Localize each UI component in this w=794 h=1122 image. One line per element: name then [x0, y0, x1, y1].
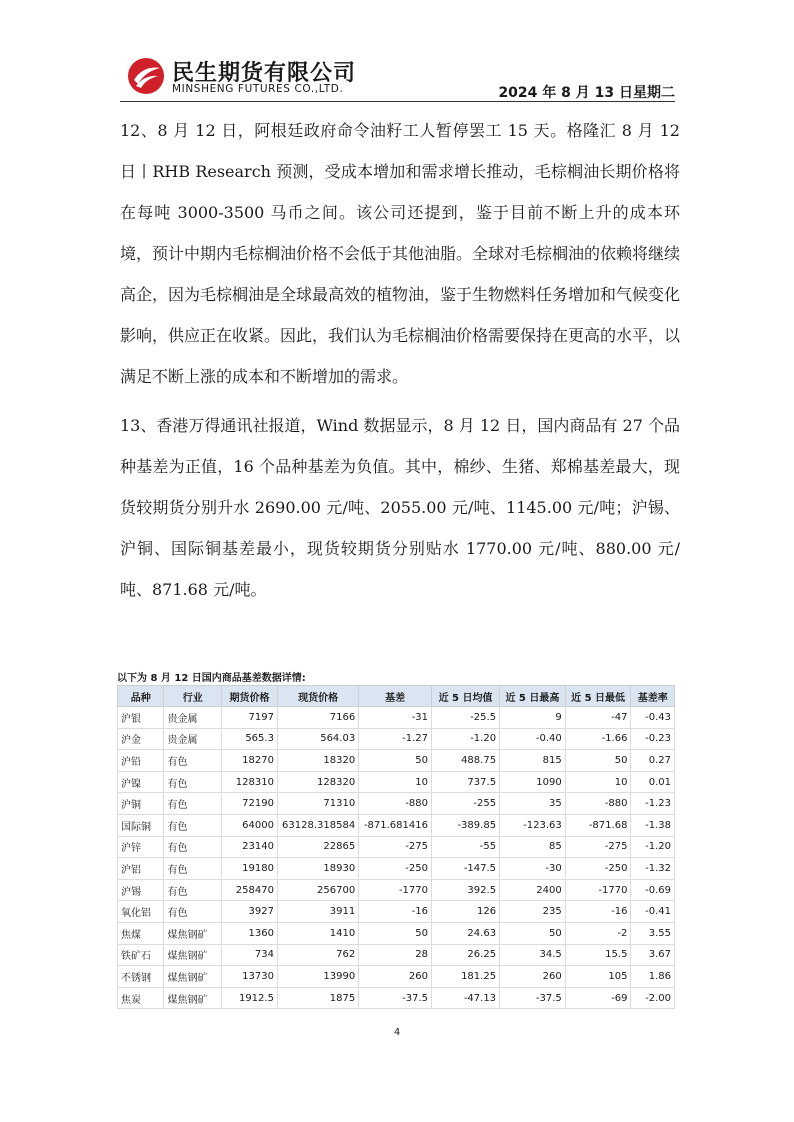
table-cell: -275 [565, 836, 631, 858]
header-divider [120, 101, 675, 102]
table-cell: 1875 [277, 987, 358, 1009]
table-cell: 23140 [222, 836, 278, 858]
table-cell: 2400 [500, 879, 566, 901]
news-item-13: 13、香港万得通讯社报道，Wind 数据显示，8 月 12 日，国内商品有 27 个品种基差为正值，16 个品种基差为负值。其中，棉纱、生猪、郑棉基差最大，现货较期货分别升水 2690.00 元/吨、2055.00 元/吨、1145.00 元/吨；沪锡、沪铜、国际铜基差最小，现货较期货分别贴水 1770.00 元/吨、880.00 元/吨、871.68 元/吨。 [120, 416, 680, 599]
table-cell: 13990 [277, 966, 358, 988]
table-cell: 71310 [277, 793, 358, 815]
table-cell: 1090 [500, 771, 566, 793]
news-item-12: 12、8 月 12 日，阿根廷政府命令油籽工人暂停罢工 15 天。格隆汇 8 月 12 日丨RHB Research 预测，受成本增加和需求增长推动，毛棕榈油长期价格将在每吨 3000-3500 马币之间。该公司还提到，鉴于目前不断上升的成本环境，预计中期内毛棕榈油价格不会低于其他油脂。全球对毛棕榈油的依赖将继续高企，因为毛棕榈油是全球最高效的植物油，鉴于生物燃料任务增加和气候变化影响，供应正在收紧。因此，我们认为毛棕榈油价格需要保持在更高的水平，以满足不断上涨的成本和不断增加的需求。 [120, 121, 681, 386]
table-cell: 10 [565, 771, 631, 793]
table-cell: 贵金属 [164, 707, 222, 729]
table-cell: -0.40 [500, 728, 566, 750]
table-cell: 488.75 [432, 750, 500, 772]
table-cell: 1912.5 [222, 987, 278, 1009]
table-cell: 10 [359, 771, 432, 793]
table-row [118, 750, 675, 772]
table-cell: 沪金 [118, 728, 164, 750]
table-cell: -0.69 [631, 879, 675, 901]
table-cell: 258470 [222, 879, 278, 901]
table-cell: 有色 [164, 814, 222, 836]
table-cell: 64000 [222, 814, 278, 836]
table-cell: 有色 [164, 879, 222, 901]
table-cell: -47 [565, 707, 631, 729]
table-cell: 762 [277, 944, 358, 966]
table-cell: 焦煤 [118, 922, 164, 944]
table-cell: 沪锡 [118, 879, 164, 901]
table-cell: -2.00 [631, 987, 675, 1009]
table-cell: 50 [565, 750, 631, 772]
table-cell: 18270 [222, 750, 278, 772]
table-cell: 815 [500, 750, 566, 772]
column-header: 基差率 [631, 686, 675, 707]
table-cell: -250 [359, 858, 432, 880]
table-cell: -30 [500, 858, 566, 880]
column-header: 品种 [118, 686, 164, 707]
table-cell: -16 [565, 901, 631, 923]
table-cell: 105 [565, 966, 631, 988]
table-cell: -1770 [359, 879, 432, 901]
column-header: 近 5 日最高 [500, 686, 566, 707]
table-cell: -1.20 [631, 836, 675, 858]
table-row [118, 966, 675, 988]
table-cell: -69 [565, 987, 631, 1009]
table-cell: 煤焦钢矿 [164, 944, 222, 966]
table-row [118, 858, 675, 880]
table-cell: 235 [500, 901, 566, 923]
table-row [118, 707, 675, 729]
table-cell: 氧化铝 [118, 901, 164, 923]
table-cell: -880 [359, 793, 432, 815]
table-cell: 沪锌 [118, 836, 164, 858]
table-row [118, 987, 675, 1009]
column-header: 现货价格 [277, 686, 358, 707]
basis-data-table [117, 685, 675, 1009]
column-header: 基差 [359, 686, 432, 707]
table-cell: 565.3 [222, 728, 278, 750]
table-row [118, 922, 675, 944]
table-cell: 28 [359, 944, 432, 966]
table-cell: -250 [565, 858, 631, 880]
table-cell: -0.41 [631, 901, 675, 923]
table-cell: 260 [359, 966, 432, 988]
table-cell: 126 [432, 901, 500, 923]
table-cell: 沪银 [118, 707, 164, 729]
table-cell: 260 [500, 966, 566, 988]
table-cell: 焦炭 [118, 987, 164, 1009]
table-cell: -47.13 [432, 987, 500, 1009]
table-row [118, 944, 675, 966]
table-cell: -16 [359, 901, 432, 923]
table-cell: 有色 [164, 858, 222, 880]
table-cell: -1.66 [565, 728, 631, 750]
table-cell: -1.27 [359, 728, 432, 750]
table-cell: 3.55 [631, 922, 675, 944]
page-number: 4 [393, 1027, 401, 1038]
table-cell: 0.27 [631, 750, 675, 772]
table-cell: 不锈钢 [118, 966, 164, 988]
table-row [118, 879, 675, 901]
table-cell: 贵金属 [164, 728, 222, 750]
table-cell: 13730 [222, 966, 278, 988]
table-cell: 50 [359, 750, 432, 772]
table-cell: -880 [565, 793, 631, 815]
table-cell: -147.5 [432, 858, 500, 880]
table-cell: 0.01 [631, 771, 675, 793]
table-cell: 24.63 [432, 922, 500, 944]
table-cell: 3927 [222, 901, 278, 923]
table-cell: 19180 [222, 858, 278, 880]
table-cell: 9 [500, 707, 566, 729]
table-cell: -275 [359, 836, 432, 858]
table-cell: 18320 [277, 750, 358, 772]
table-header-row [118, 686, 675, 707]
table-cell: -31 [359, 707, 432, 729]
table-row [118, 728, 675, 750]
table-cell: 3.67 [631, 944, 675, 966]
table-cell: -1.32 [631, 858, 675, 880]
brand-name-cn: 民生期货有限公司 [172, 61, 357, 86]
column-header: 近 5 日均值 [432, 686, 500, 707]
table-cell: 煤焦钢矿 [164, 987, 222, 1009]
table-cell: 50 [500, 922, 566, 944]
minsheng-logo-icon [126, 56, 166, 96]
table-cell: 沪铝 [118, 858, 164, 880]
table-cell: 沪铜 [118, 793, 164, 815]
page-header [120, 52, 675, 102]
table-cell: 128310 [222, 771, 278, 793]
table-cell: -871.681416 [359, 814, 432, 836]
table-cell: -255 [432, 793, 500, 815]
column-header: 期货价格 [222, 686, 278, 707]
table-cell: 1410 [277, 922, 358, 944]
table-cell: 7197 [222, 707, 278, 729]
table-cell: 有色 [164, 750, 222, 772]
table-cell: 15.5 [565, 944, 631, 966]
news-body [120, 110, 680, 610]
table-cell: 392.5 [432, 879, 500, 901]
table-cell: -0.43 [631, 707, 675, 729]
table-row [118, 901, 675, 923]
table-cell: 有色 [164, 793, 222, 815]
table-cell: 50 [359, 922, 432, 944]
table-cell: -1.20 [432, 728, 500, 750]
table-row [118, 771, 675, 793]
table-cell: 有色 [164, 771, 222, 793]
table-row [118, 793, 675, 815]
table-cell: 7166 [277, 707, 358, 729]
table-cell: 22865 [277, 836, 358, 858]
table-cell: 63128.318584 [277, 814, 358, 836]
table-cell: 3911 [277, 901, 358, 923]
table-cell: 26.25 [432, 944, 500, 966]
table-cell: 34.5 [500, 944, 566, 966]
table-cell: 有色 [164, 836, 222, 858]
table-cell: -2 [565, 922, 631, 944]
table-cell: -123.63 [500, 814, 566, 836]
table-cell: 有色 [164, 901, 222, 923]
table-cell: -25.5 [432, 707, 500, 729]
table-row [118, 814, 675, 836]
table-cell: 1.86 [631, 966, 675, 988]
table-cell: -37.5 [359, 987, 432, 1009]
table-cell: 72190 [222, 793, 278, 815]
table-cell: -1.23 [631, 793, 675, 815]
table-cell: 煤焦钢矿 [164, 966, 222, 988]
table-cell: 734 [222, 944, 278, 966]
table-cell: -55 [432, 836, 500, 858]
table-cell: -389.85 [432, 814, 500, 836]
table-cell: 18930 [277, 858, 358, 880]
table-cell: 煤焦钢矿 [164, 922, 222, 944]
table-cell: 128320 [277, 771, 358, 793]
column-header: 行业 [164, 686, 222, 707]
table-cell: 沪镍 [118, 771, 164, 793]
table-cell: 564.03 [277, 728, 358, 750]
table-cell: -871.68 [565, 814, 631, 836]
report-date: 2024 年 8 月 13 日星期二 [498, 85, 675, 101]
column-header: 近 5 日最低 [565, 686, 631, 707]
table-cell: 85 [500, 836, 566, 858]
table-cell: -37.5 [500, 987, 566, 1009]
table-cell: 737.5 [432, 771, 500, 793]
table-cell: -1770 [565, 879, 631, 901]
table-cell: 35 [500, 793, 566, 815]
table-cell: 181.25 [432, 966, 500, 988]
table-cell: -0.23 [631, 728, 675, 750]
table-cell: -1.38 [631, 814, 675, 836]
table-cell: 铁矿石 [118, 944, 164, 966]
table-cell: 国际铜 [118, 814, 164, 836]
brand-name-en: MINSHENG FUTURES CO.,LTD. [172, 83, 344, 95]
table-cell: 沪铅 [118, 750, 164, 772]
table-caption: 以下为 8 月 12 日国内商品基差数据详情: [117, 673, 306, 684]
table-cell: 256700 [277, 879, 358, 901]
table-cell: 1360 [222, 922, 278, 944]
table-row [118, 836, 675, 858]
